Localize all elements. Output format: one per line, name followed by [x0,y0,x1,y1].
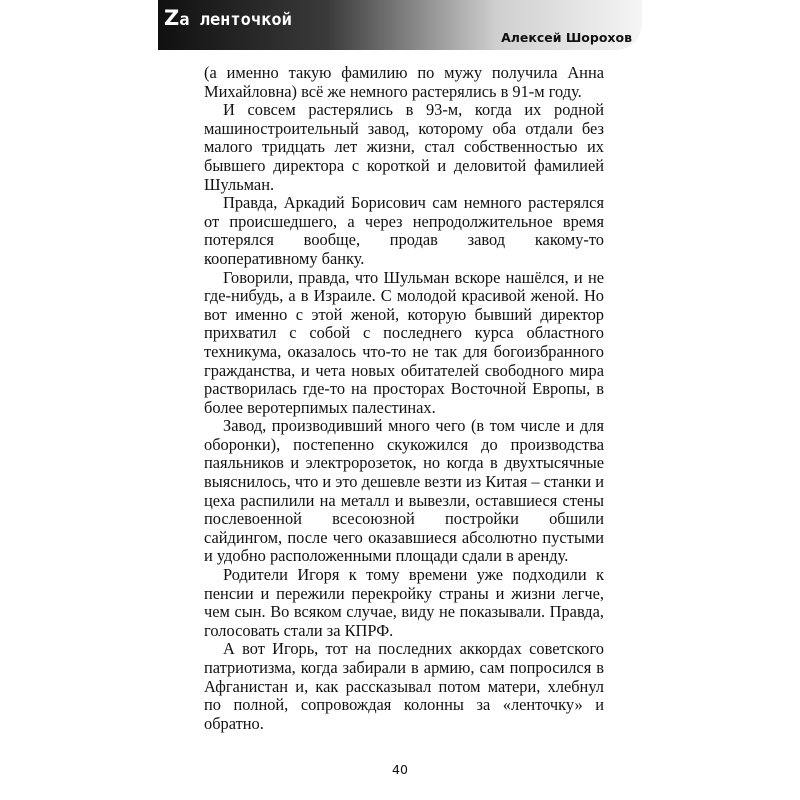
paragraph: И совсем растерялись в 93-м, когда их родной машиностроительный завод, которому оба отдали без малого тридцать лет жизни, стал собственностью их бывшего директора с короткой и деловитой фамилией Шульман. [204,100,604,194]
author-name: Алексей Шорохов [501,30,632,45]
paragraph: А вот Игорь, тот на последних аккордах советского патриотизма, когда забирали в армию, сам попросился в Афганистан и, как рассказывал потом матери, хлебнул по полной, сопровождая колонны за «ленточку» и обратно. [204,639,604,733]
book-page [158,0,642,800]
series-title-rest: а ленточкой [179,10,292,30]
body-text [204,64,604,733]
series-title-initial: Z [164,6,180,30]
page-number: 40 [392,762,408,777]
paragraph: Завод, производивший много чего (в том числе и для оборонки), постепенно скукожился до производства паяльников и электророзеток, но когда в двухтысячные выяснилось, что и это дешевле везти из Китая – станки и цеха распилили на металл и вывезли, оставшиеся стены послевоенной всесоюзной постройки обшили сайдингом, после чего оказавшиеся абсолютно пустыми и удобно расположенными площади сдали в аренду. [204,416,604,566]
paragraph: Родители Игоря к тому времени уже подходили к пенсии и пережили перекройку страны и жизни легче, чем сын. Во всяком случае, виду не показывали. Правда, голосовать стали за КПРФ. [204,565,604,640]
paragraph: Правда, Аркадий Борисович сам немного растерялся от происшедшего, а через непродолжительное время потерялся вообще, продав завод какому-то кооперативному банку. [204,193,604,268]
running-header [158,0,642,50]
paragraph: (а именно такую фамилию по мужу получила Анна Михайловна) всё же немного растерялись в 91-м году. [204,63,604,101]
series-title [164,6,292,30]
paragraph: Говорили, правда, что Шульман вскоре нашёлся, и не где-нибудь, а в Израиле. С молодой красивой женой. Но вот именно с этой женой, которую бывший директор прихватил с собой с последнего курса областного техникума, оказалось что-то не так для богоизбранного гражданства, и чета новых обитателей свободного мира растворилась где-то на просторах Восточной Европы, в более веротерпимых палестинах. [204,267,604,417]
